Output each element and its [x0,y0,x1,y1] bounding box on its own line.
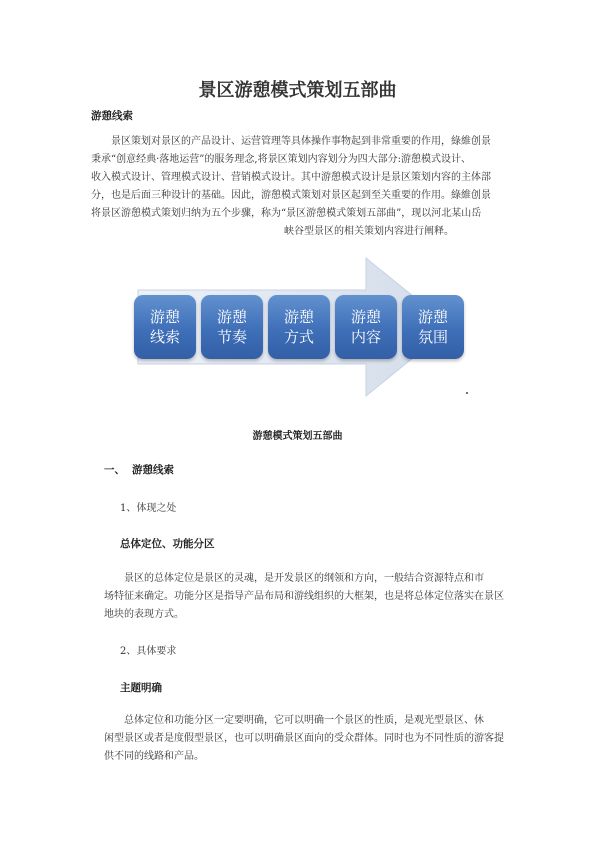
step-box-atmosphere [402,295,464,359]
paragraph-line: 总体定位和功能分区一定要明确，它可以明确一个景区的性质，是观光型景区、休 [124,715,484,726]
page-title: 景区游憩模式策划五部曲 [198,80,397,101]
intro-paragraph [91,133,491,241]
five-step-diagram [128,256,483,398]
section-number: 一、 [104,464,125,476]
step-box-content [335,295,397,359]
subheading: 总体定位、功能分区 [120,538,215,550]
body-paragraph [104,570,504,624]
paragraph-line: 场特征来确定。功能分区是指导产品布局和游线组织的大框架，也是将总体定位落实在景区 [104,591,504,602]
step-label: 游憩 [417,308,448,326]
step-box-rhythm [201,295,263,359]
intro-line: 分，也是后面三种设计的基础。因此，游憩模式策划对景区起到至关重要的作用。綠維创景 [91,190,491,201]
step-label: 节奏 [216,328,247,346]
step-box-method [268,295,330,359]
intro-line: 将景区游憩模式策划归纳为五个步骤，称为“景区游憩模式策划五部曲”，现以河北某山岳 [91,208,482,219]
intro-line: 收入模式设计、管理模式设计、营销模式设计。其中游憩模式设计是景区策划内容的主体部 [91,172,491,183]
intro-line: 峡谷型景区的相关策划内容进行阐释。 [284,226,454,237]
subheading: 主题明确 [120,682,162,694]
paragraph-line: 供不同的线路和产品。 [104,751,204,762]
paragraph-line: 地块的表现方式。 [104,609,184,620]
section-title: 游憩线索 [132,464,174,476]
section-heading [104,462,174,477]
stray-dot [466,392,468,394]
step-box-clue [134,295,196,359]
paragraph-line: 景区的总体定位是景区的灵魂，是开发景区的纲领和方向，一般结合资源特点和市 [124,573,484,584]
step-label: 方式 [283,328,314,346]
step-label: 游憩 [149,308,180,326]
step-label: 氛围 [417,328,448,346]
list-item: 2、具体要求 [120,646,177,657]
intro-line: 景区策划对景区的产品设计、运营管理等具体操作事物起到非常重要的作用，綠維创景 [111,136,491,147]
step-label: 线索 [149,328,180,346]
step-label: 游憩 [283,308,314,326]
list-item: 1、体现之处 [120,503,177,514]
step-label: 内容 [350,328,381,346]
paragraph-line: 闲型景区或者是度假型景区，也可以明确景区面向的受众群体。同时也为不同性质的游客提 [104,733,504,744]
diagram-caption: 游憩模式策划五部曲 [252,431,343,442]
intro-line: 秉承“创意经典·落地运营”的服务理念,将景区策划内容划分为四大部分:游憩模式设计、 [91,154,471,165]
step-label: 游憩 [350,308,381,326]
body-paragraph [104,712,504,766]
section-label: 游憩线索 [91,110,133,122]
step-label: 游憩 [216,308,247,326]
